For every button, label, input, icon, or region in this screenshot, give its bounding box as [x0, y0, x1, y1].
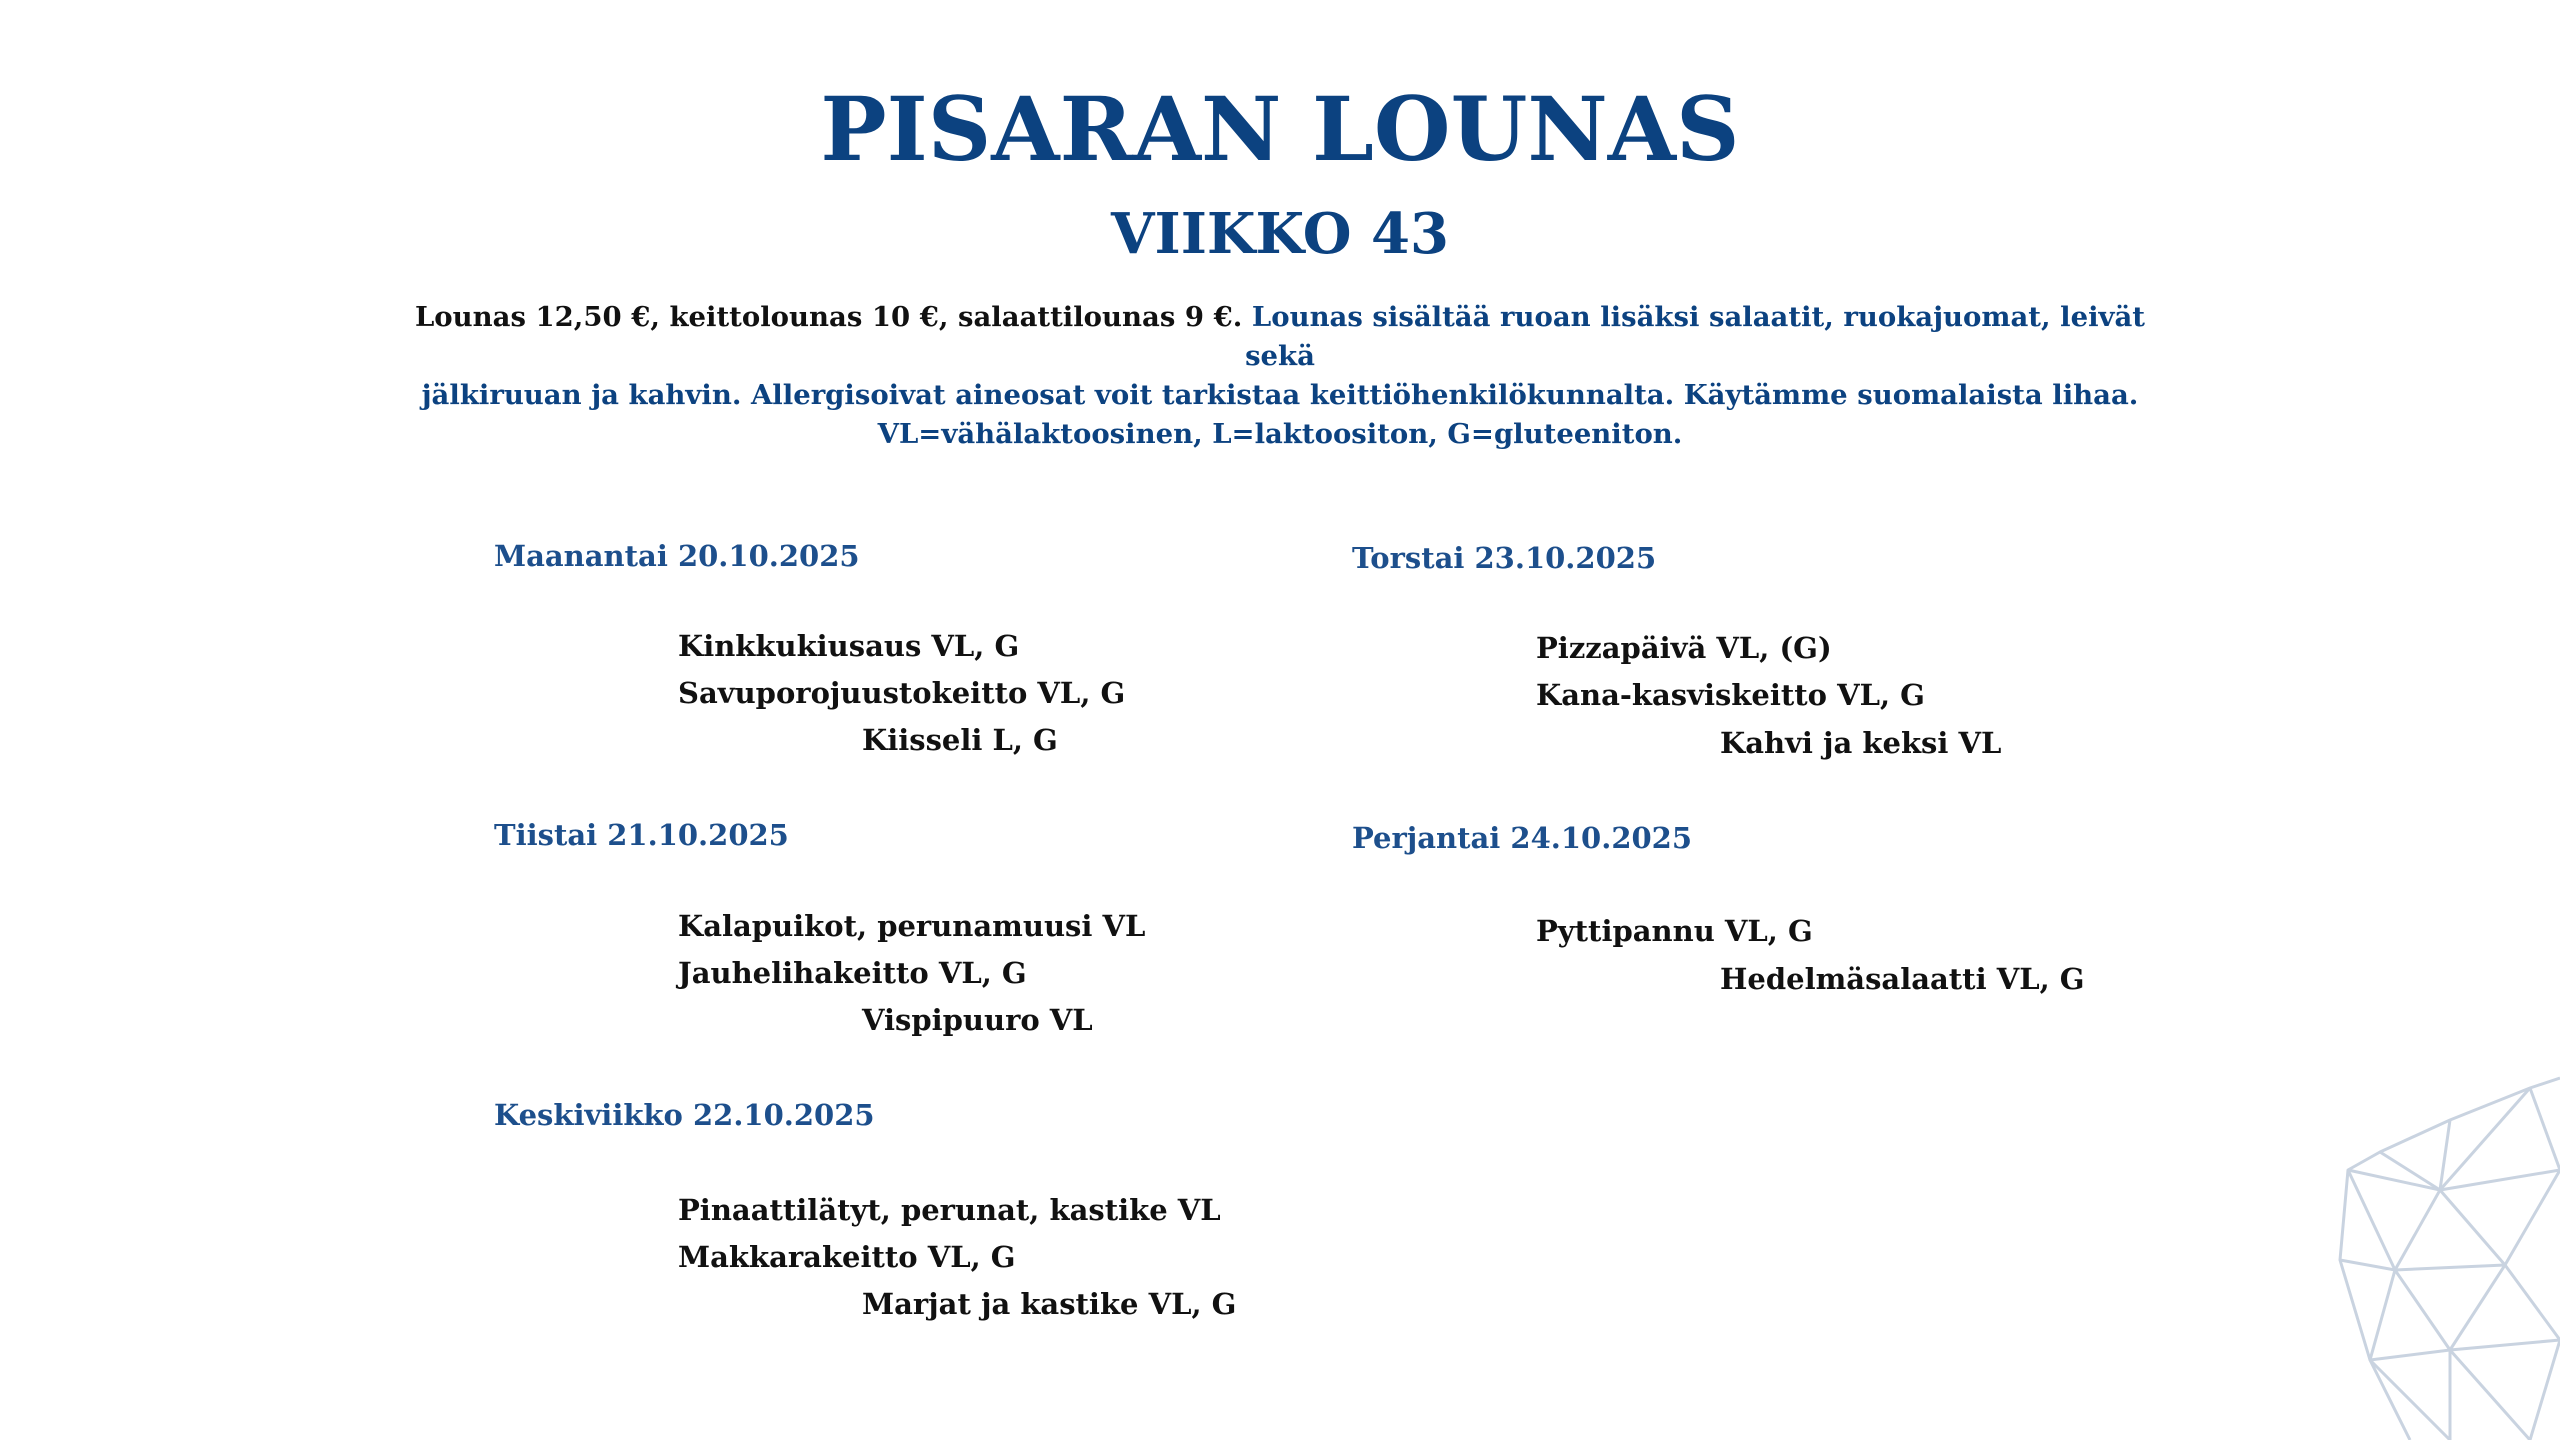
thursday-dessert: Kahvi ja keksi VL [1720, 726, 2002, 760]
wednesday-soup: Makkarakeitto VL, G [678, 1240, 1016, 1274]
day-thursday [1352, 538, 1656, 578]
day-heading: Torstai 23.10.2025 [1352, 541, 1657, 575]
week-number: VIIKKO 43 [1111, 201, 1449, 267]
day-heading: Keskiviikko 22.10.2025 [494, 1098, 875, 1132]
intro-legend: VL=vähälaktoosinen, L=laktoositon, G=gluteeniton. [877, 418, 1683, 450]
day-monday [494, 536, 860, 576]
day-friday [1352, 818, 1692, 858]
tuesday-dessert: Vispipuuro VL [862, 1003, 1093, 1037]
monday-main-dish: Kinkkukiusaus VL, G [678, 629, 1020, 663]
day-heading: Perjantai 24.10.2025 [1352, 821, 1693, 855]
tuesday-soup: Jauhelihakeitto VL, G [678, 956, 1027, 990]
day-tuesday [494, 815, 789, 855]
geodesic-droplet-icon [2330, 1070, 2560, 1440]
price-info: Lounas 12,50 €, keittolounas 10 €, salaattilounas 9 €. [414, 301, 1243, 333]
day-heading: Maanantai 20.10.2025 [494, 539, 860, 573]
day-wednesday [494, 1095, 875, 1135]
wednesday-dessert: Marjat ja kastike VL, G [862, 1287, 1237, 1321]
friday-main-dish: Pyttipannu VL, G [1536, 914, 1813, 948]
intro-text [380, 298, 2180, 454]
tuesday-main-dish: Kalapuikot, perunamuusi VL [678, 909, 1146, 943]
page-title: PISARAN LOUNAS [820, 77, 1740, 181]
friday-dessert: Hedelmäsalaatti VL, G [1720, 962, 2085, 996]
intro-line1: Lounas sisältää ruoan lisäksi salaatit, ruokajuomat, leivät sekä [1245, 301, 2146, 372]
monday-dessert: Kiisseli L, G [862, 723, 1058, 757]
thursday-main-dish: Pizzapäivä VL, (G) [1536, 631, 1832, 665]
day-heading: Tiistai 21.10.2025 [494, 818, 789, 852]
monday-soup: Savuporojuustokeitto VL, G [678, 676, 1126, 710]
wednesday-main-dish: Pinaattilätyt, perunat, kastike VL [678, 1193, 1221, 1227]
thursday-soup: Kana-kasviskeitto VL, G [1536, 678, 1925, 712]
intro-line2: jälkiruuan ja kahvin. Allergisoivat aineosat voit tarkistaa keittiöhenkilökunnalta. Käytämme suomalaista lihaa. [421, 379, 2139, 411]
